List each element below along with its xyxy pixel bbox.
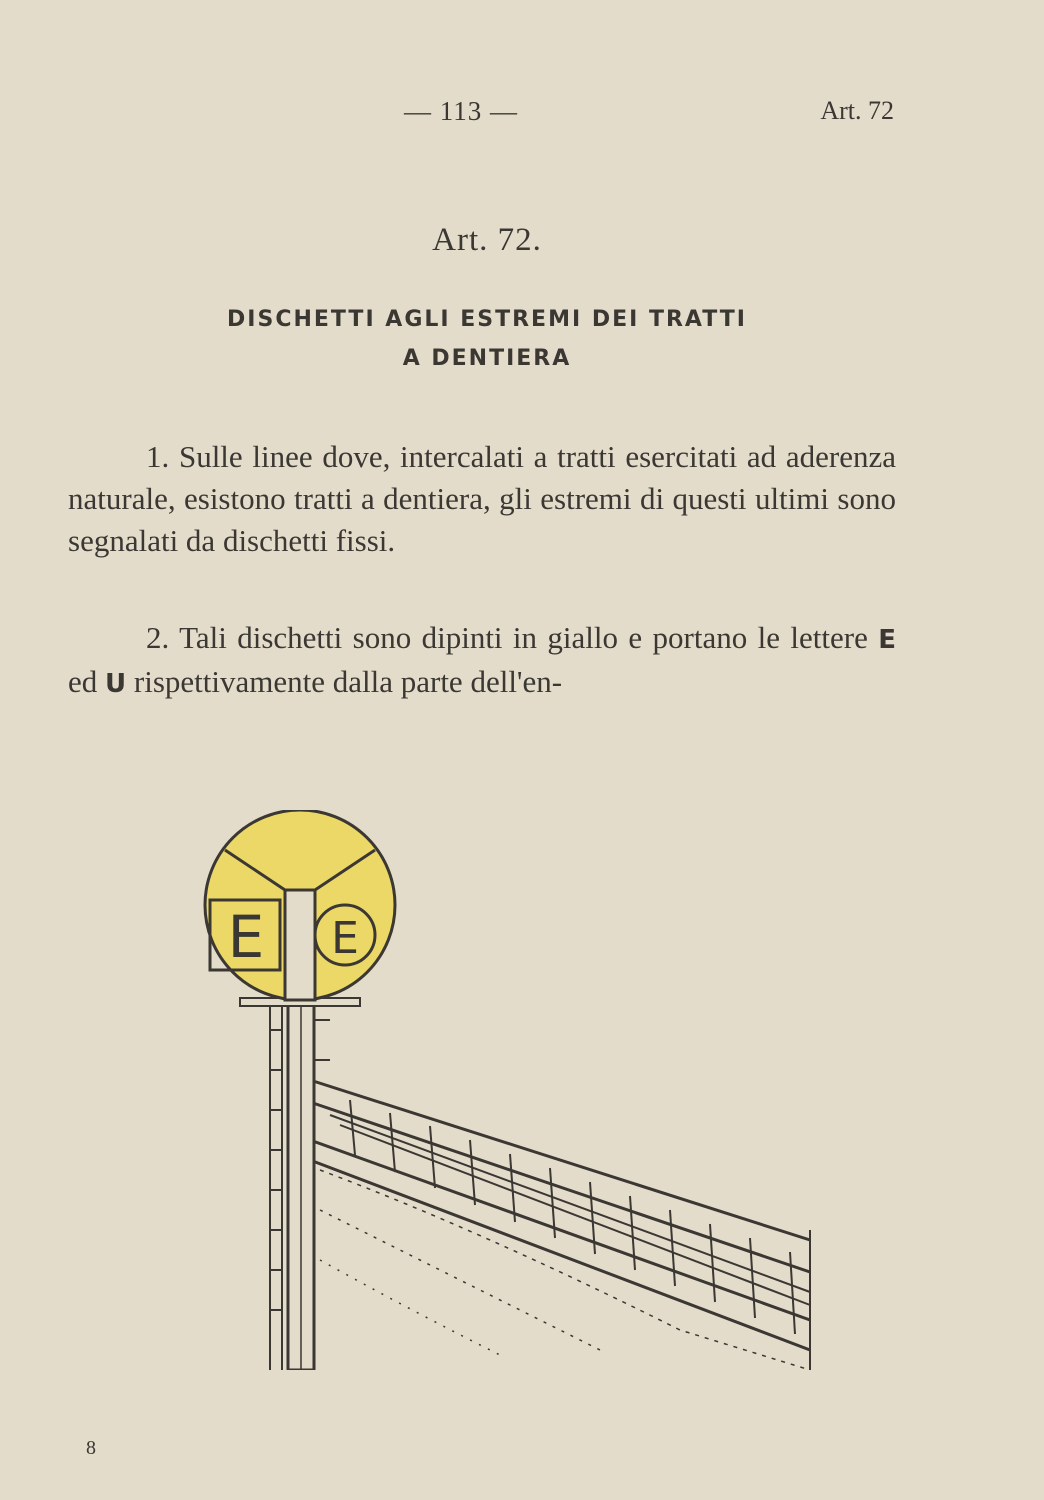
rack-railway-signal-illustration [180, 810, 830, 1370]
letter-e: E [878, 625, 896, 655]
paragraph-2 [68, 617, 896, 705]
heading-line-1: DISCHETTI AGLI ESTREMI DEI TRATTI [227, 307, 747, 332]
yellow-disc-signal [205, 810, 395, 1000]
page-number: — 113 — [404, 96, 518, 126]
heading-line-2: A DENTIERA [402, 346, 572, 371]
printer-signature: 8 [86, 1437, 96, 1459]
track-drawing [310, 1080, 810, 1370]
disc-letter-right: E [331, 913, 359, 964]
disc-letter-left: E [227, 903, 265, 971]
article-title: Art. 72. [432, 222, 542, 258]
article-heading [0, 300, 1044, 378]
running-article-ref: Art. 72 [820, 96, 894, 125]
paragraph-2-text-a: 2. Tali dischetti sono dipinti in giallo e portano le lettere [146, 620, 879, 655]
paragraph-1-text: 1. Sulle linee dove, intercalati a tratti esercitati ad aderenza naturale, esistono tratti a dentiera, gli estremi di questi ultimi sono segnalati da dischetti fissi. [68, 439, 896, 558]
paragraph-2-text-c: rispettivamente dalla parte dell'en- [126, 664, 563, 699]
paragraph-2-text-b: ed [68, 664, 106, 699]
running-head [0, 96, 1044, 136]
paragraph-1 [68, 436, 896, 562]
letter-u: U [105, 669, 127, 699]
